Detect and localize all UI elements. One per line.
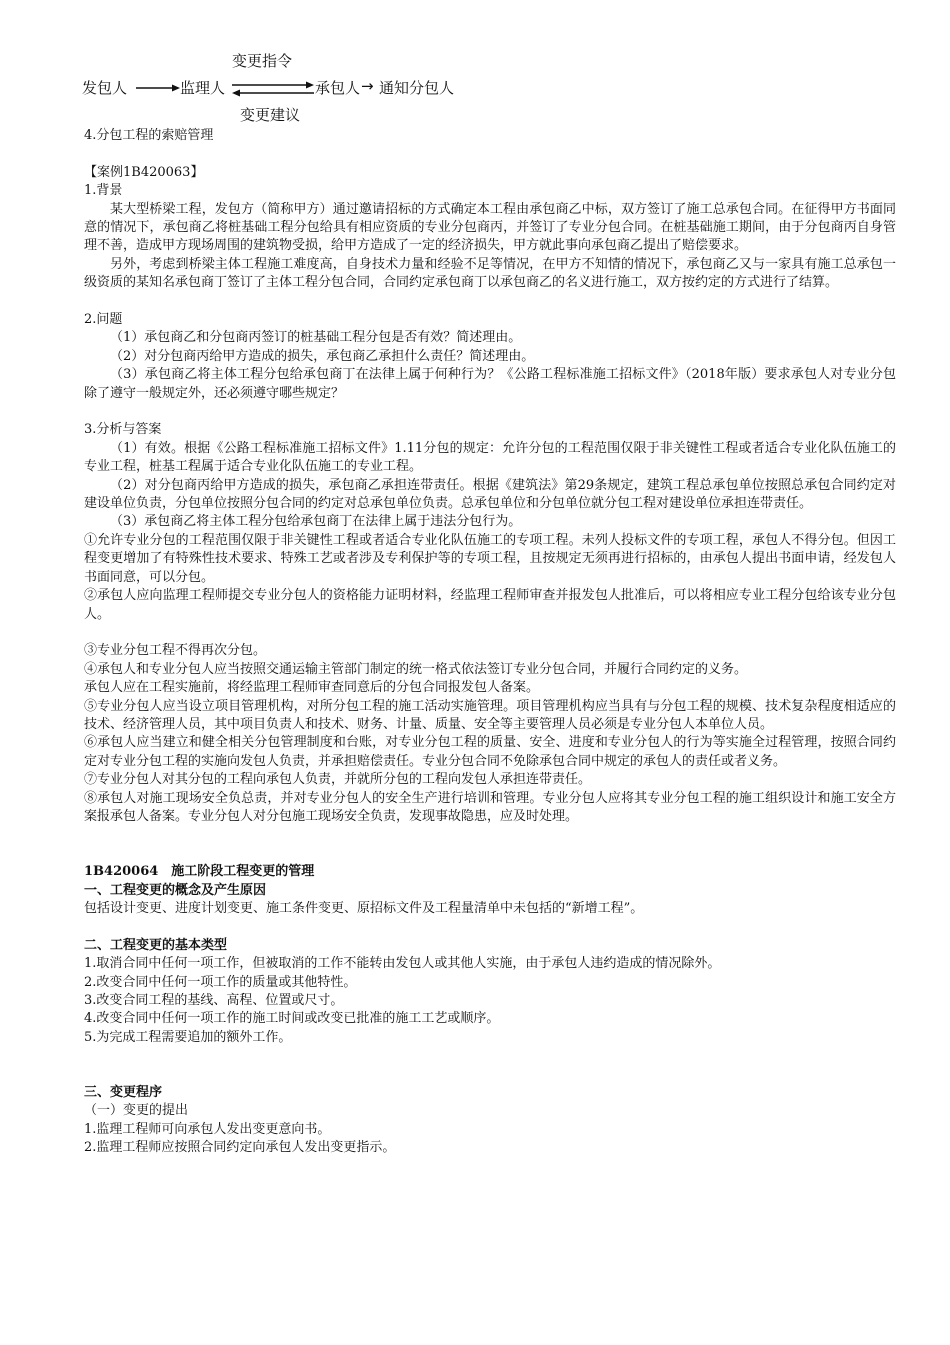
paragraph: 另外，考虑到桥梁主体工程施工难度高，自身技术力量和经验不足等情况，在甲方不知情的情况下，承包商乙又与一家具有施工总承包一级资质的某知名承包商丁签订了主体工程分包合同，合同约定承包商丁以承包商乙的名义进行施工，双方按约定的方式进行了结算。 xyxy=(84,256,896,291)
answer: （2）对分包商丙给甲方造成的损失，承包商乙承担连带责任。根据《建筑法》第29条规定，建筑工程总承包单位按照总承包合同约定对建设单位负责，分包单位按照分包合同的约定对总承包单位负责。总承包单位和分包单位就分包工程对建设单位承担连带责任。 xyxy=(84,477,896,512)
list-item: 5.为完成工程需要追加的额外工作。 xyxy=(84,1029,292,1045)
spacer xyxy=(84,403,896,421)
case-title: 【案例1B420063】 xyxy=(84,164,204,180)
question: （2）对分包商丙给甲方造成的损失，承包商乙承担什么责任？简述理由。 xyxy=(110,348,535,364)
section-title: 1B420064 施工阶段工程变更的管理 xyxy=(84,864,315,880)
list-item: 2.监理工程师应按照合同约定向承包人发出变更指示。 xyxy=(84,1140,396,1156)
answer-item: ①允许专业分包的工程范围仅限于非关键性工程或者适合专业化队伍施工的专项工程。未列人投标文件的专项工程，承包人不得分包。但因工程变更增加了有特殊性技术要求、特殊工艺或者涉及专利保护等的专项工程，且按规定无须再进行招标的，由承包人提出书面申请，经发包人书面同意，可以分包。 xyxy=(84,532,896,585)
answer: （3）承包商乙将主体工程分包给承包商丁在法律上属于违法分包行为。 xyxy=(110,514,522,530)
answer-item: ⑧承包人对施工现场安全负总责，并对专业分包人的安全生产进行培训和管理。专业分包人应将其专业分包工程的施工组织设计和施工安全方案报承包人备案。专业分包人对分包施工现场安全负责，发现事故隐患，应及时处理。 xyxy=(84,790,896,824)
diagram-subcontractor: 通知分包人 xyxy=(379,79,455,97)
section-label: 1.背景 xyxy=(84,183,123,199)
list-item: 3.改变合同工程的基线、高程、位置或尺寸。 xyxy=(84,993,344,1008)
spacer xyxy=(84,918,896,936)
heading-procedure: 三、变更程序 xyxy=(84,1085,163,1101)
diagram-arrow: → xyxy=(361,77,374,95)
answer-item: ⑤专业分包人应当设立项目管理机构，对所分包工程的施工活动实施管理。项目管理机构应当具有与分包工程的规模、技术复杂程度相适应的技术、经济管理人员，其中项目负责人和技术、财务、计量、质量、安全等主要管理人员必须是专业分包人本单位人员。 xyxy=(84,698,896,732)
diagram-suggestion: 变更建议 xyxy=(240,106,301,124)
answer-item: ⑦专业分包人对其分包的工程向承包人负责，并就所分包的工程向发包人承担连带责任。 xyxy=(84,772,592,788)
diagram-employer: 发包人 xyxy=(82,79,128,97)
diagram-instruction: 变更指令 xyxy=(232,52,293,70)
paragraph: 某大型桥梁工程，发包方（简称甲方）通过邀请招标的方式确定本工程由承包商乙中标，双方签订了施工总承包合同。在征得甲方书面同意的情况下，承包商乙将桩基础工程分包给具有相应资质的专业分包商丙，并签订了专业分包合同。在桩基础施工期间，由于分包商丙自身管理不善，造成甲方现场周围的建筑物受损，给甲方造成了一定的经济损失，甲方就此事向承包商乙提出了赔偿要求。 xyxy=(84,201,896,254)
answer: （1）有效。根据《公路工程标准施工招标文件》1.11分包的规定：允许分包的工程范围仅限于非关键性工程或者适合专业化队伍施工的专业工程，桩基工程属于适合专业化队伍施工的专业工程。 xyxy=(84,440,896,475)
list-item: 1.监理工程师可向承包人发出变更意向书。 xyxy=(84,1121,331,1137)
paragraph: 包括设计变更、进度计划变更、施工条件变更、原招标文件及工程量清单中未包括的“新增工程”。 xyxy=(84,900,644,916)
question: （3）承包商乙将主体工程分包给承包商丁在法律上属于何种行为？《公路工程标准施工招标文件》（2018年版）要求承包人对专业分包除了遵守一般规定外，还必须遵守哪些规定？ xyxy=(84,367,896,401)
list-item: 4.改变合同中任何一项工作的施工时间或改变已批准的施工工艺或顺序。 xyxy=(84,1011,500,1027)
list-item: 2.改变合同中任何一项工作的质量或其他特性。 xyxy=(84,974,357,990)
subsection-heading: 4.分包工程的索赔管理 xyxy=(84,128,214,143)
answer-item: ④承包人和专业分包人应当按照交通运输主管部门制定的统一格式依法签订专业分包合同，并履行合同约定的义务。 xyxy=(84,661,748,677)
diagram-contractor: 承包人 xyxy=(315,79,361,97)
heading-concept: 一、工程变更的概念及产生原因 xyxy=(84,882,267,898)
spacer xyxy=(84,145,896,163)
answer-item: ③专业分包工程不得再次分包。 xyxy=(84,643,267,659)
subheading: （一）变更的提出 xyxy=(84,1103,189,1119)
answer-item: 承包人应在工程实施前，将经监理工程师审查同意后的分包合同报发包人备案。 xyxy=(84,680,540,696)
section-label: 3.分析与答案 xyxy=(84,422,162,438)
spacer xyxy=(84,293,896,311)
spacer xyxy=(84,826,896,863)
answer-item: ②承包人应向监理工程师提交专业分包人的资格能力证明材料，经监理工程师审查并报发包人批准后，可以将相应专业工程分包给该专业分包人。 xyxy=(84,588,896,622)
spacer xyxy=(84,1047,896,1084)
change-flow-diagram xyxy=(0,0,950,130)
list-item: 1.取消合同中任何一项工作，但被取消的工作不能转由发包人或其他人实施，由于承包人违约造成的情况除外。 xyxy=(84,956,721,972)
diagram-arrows xyxy=(0,0,950,130)
answer-item: ⑥承包人应当建立和健全相关分包管理制度和台账，对专业分包工程的质量、安全、进度和专业分包人的行为等实施全过程管理，按照合同约定对专业分包工程的实施向发包人负责，并承担赔偿责任。专业分包合同不免除承包合同中规定的承包人的责任或者义务。 xyxy=(84,735,896,769)
question: （1）承包商乙和分包商丙签订的桩基础工程分包是否有效？简述理由。 xyxy=(110,330,522,346)
section-label: 2.问题 xyxy=(84,312,123,328)
diagram-supervisor: 监理人 xyxy=(180,79,226,97)
heading-types: 二、工程变更的基本类型 xyxy=(84,937,228,953)
document-body xyxy=(84,127,896,1158)
spacer xyxy=(84,624,896,642)
